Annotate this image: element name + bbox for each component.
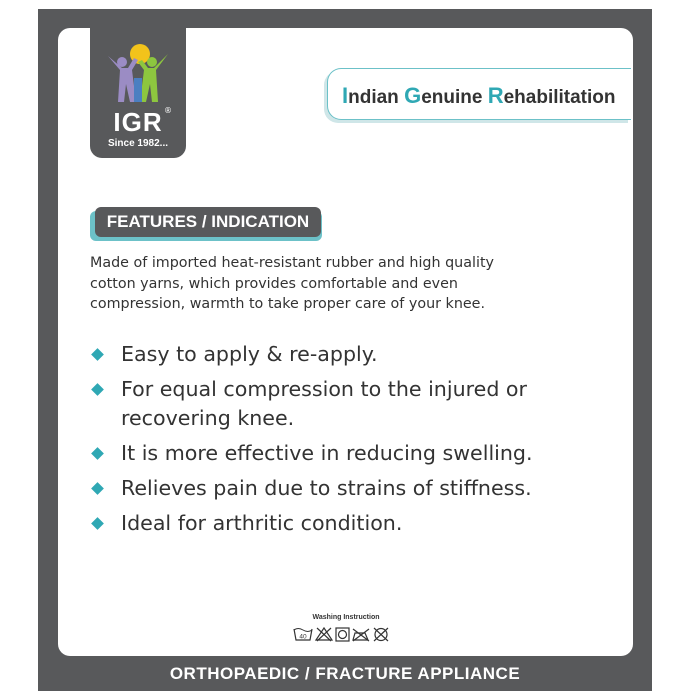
registered-mark: ® [164, 106, 172, 115]
intro-paragraph [90, 253, 570, 315]
wash-temperature: 40 [299, 633, 307, 641]
washing-icons [293, 626, 399, 642]
list-item-text: Ideal for arthritic condition. [121, 511, 403, 535]
footer-banner: ORTHOPAEDIC / FRACTURE APPLIANCE [169, 664, 521, 683]
list-item [90, 340, 590, 369]
intro-line: compression, warmth to take proper care of your knee. [90, 296, 486, 312]
list-item-text: Relieves pain due to strains of stiffness. [121, 476, 532, 500]
brand-initial: I [342, 83, 349, 108]
list-item [90, 509, 590, 538]
list-item-text: For equal compression to the injured or [121, 377, 528, 401]
intro-line: Made of imported heat-resistant rubber and high quality [90, 255, 495, 271]
brand-initial: R [487, 83, 504, 108]
diamond-bullet-icon [91, 517, 104, 530]
people-logo-icon [104, 42, 172, 108]
diamond-bullet-icon [91, 482, 104, 495]
list-item-text: It is more effective in reducing swelling. [121, 441, 533, 465]
list-item [90, 439, 590, 468]
intro-line: cotton yarns, which provides comfortable and even [90, 275, 458, 292]
igr-logo [90, 28, 186, 158]
feature-list [90, 340, 590, 544]
logo-since-text: Since 1982... [107, 138, 169, 149]
washing-instruction-title: Washing Instruction [312, 614, 380, 621]
diamond-bullet-icon [91, 348, 104, 361]
brand-banner [327, 68, 631, 120]
logo-wordmark: IGR [113, 107, 163, 137]
brand-word: ehabilitation [503, 87, 616, 108]
list-item [90, 375, 590, 433]
no-bleach-icon [316, 628, 332, 641]
features-heading-label: FEATURES / INDICATION [95, 207, 321, 237]
diamond-bullet-icon [91, 447, 104, 460]
brand-word: ndian [348, 87, 405, 108]
list-item-text: recovering knee. [121, 406, 295, 430]
no-iron-icon [353, 629, 369, 641]
wash-40-icon [294, 629, 312, 641]
brand-word: enuine [421, 87, 488, 108]
no-dry-clean-icon [374, 628, 388, 641]
diamond-bullet-icon [91, 383, 104, 396]
list-item-text: Easy to apply & re-apply. [121, 342, 378, 366]
brand-name [342, 83, 616, 109]
tumble-dry-icon [336, 628, 349, 641]
list-item [90, 474, 590, 503]
brand-initial: G [404, 83, 422, 108]
